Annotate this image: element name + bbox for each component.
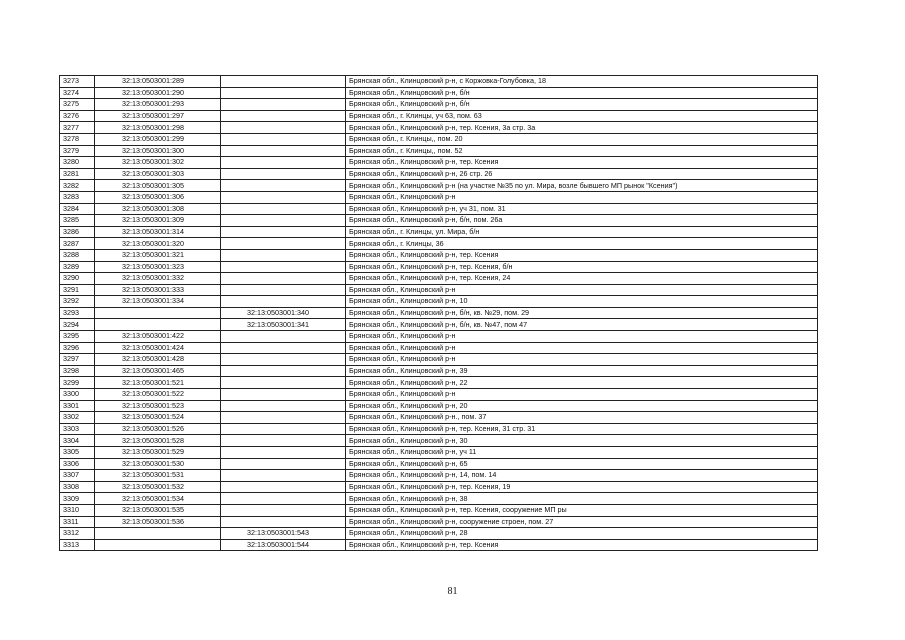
table-row <box>60 516 818 528</box>
cadastral-number-cell: 32:13:0503001:531 <box>95 470 221 482</box>
table-row <box>60 365 818 377</box>
table-row <box>60 180 818 192</box>
row-number-cell: 3281 <box>60 168 95 180</box>
row-number-cell: 3278 <box>60 133 95 145</box>
address-cell: Брянская обл., Клинцовский р-н, 26 стр. 26 <box>346 168 818 180</box>
row-number-cell: 3276 <box>60 110 95 122</box>
address-cell: Брянская обл., Клинцовский р-н, тер. Ксения, 24 <box>346 273 818 285</box>
table-row <box>60 528 818 540</box>
address-cell: Брянская обл., Клинцовский р-н, 65 <box>346 458 818 470</box>
cadastral-number-cell: 32:13:0503001:320 <box>95 238 221 250</box>
row-number-cell: 3306 <box>60 458 95 470</box>
linked-cadastral-number-cell <box>221 284 346 296</box>
address-cell: Брянская обл., Клинцовский р-н <box>346 284 818 296</box>
cadastral-number-cell: 32:13:0503001:424 <box>95 342 221 354</box>
table-row <box>60 76 818 88</box>
cadastral-number-cell: 32:13:0503001:522 <box>95 389 221 401</box>
cadastral-number-cell: 32:13:0503001:323 <box>95 261 221 273</box>
cadastral-number-cell: 32:13:0503001:535 <box>95 504 221 516</box>
row-number-cell: 3301 <box>60 400 95 412</box>
address-cell: Брянская обл., Клинцовский р-н, тер. Ксения <box>346 539 818 551</box>
cadastral-number-cell: 32:13:0503001:309 <box>95 215 221 227</box>
address-cell: Брянская обл., Клинцовский р-н, б/н, пом. 26а <box>346 215 818 227</box>
table-row <box>60 133 818 145</box>
linked-cadastral-number-cell <box>221 435 346 447</box>
table-row <box>60 168 818 180</box>
cadastral-number-cell: 32:13:0503001:298 <box>95 122 221 134</box>
linked-cadastral-number-cell: 32:13:0503001:544 <box>221 539 346 551</box>
table-row <box>60 493 818 505</box>
row-number-cell: 3311 <box>60 516 95 528</box>
table-row <box>60 539 818 551</box>
address-cell: Брянская обл., Клинцовский р-н <box>346 389 818 401</box>
linked-cadastral-number-cell <box>221 261 346 273</box>
cadastral-number-cell: 32:13:0503001:289 <box>95 76 221 88</box>
address-cell: Брянская обл., Клинцовский р-н <box>346 191 818 203</box>
linked-cadastral-number-cell <box>221 168 346 180</box>
table-row <box>60 145 818 157</box>
cadastral-number-cell: 32:13:0503001:529 <box>95 447 221 459</box>
address-cell: Брянская обл., Клинцовский р-н, 14, пом. 14 <box>346 470 818 482</box>
table-row <box>60 435 818 447</box>
row-number-cell: 3302 <box>60 412 95 424</box>
row-number-cell: 3312 <box>60 528 95 540</box>
cadastral-number-cell: 32:13:0503001:534 <box>95 493 221 505</box>
cadastral-number-cell: 32:13:0503001:526 <box>95 423 221 435</box>
row-number-cell: 3300 <box>60 389 95 401</box>
address-cell: Брянская обл., Клинцовский р-н, тер. Ксения, 3а стр. 3а <box>346 122 818 134</box>
linked-cadastral-number-cell: 32:13:0503001:341 <box>221 319 346 331</box>
row-number-cell: 3284 <box>60 203 95 215</box>
cadastral-number-cell: 32:13:0503001:334 <box>95 296 221 308</box>
row-number-cell: 3291 <box>60 284 95 296</box>
row-number-cell: 3294 <box>60 319 95 331</box>
linked-cadastral-number-cell <box>221 493 346 505</box>
address-cell: Брянская обл., Клинцовский р-н, уч 11 <box>346 447 818 459</box>
cadastral-number-cell: 32:13:0503001:530 <box>95 458 221 470</box>
address-cell: Брянская обл., Клинцовский р-н, сооружение строен, пом. 27 <box>346 516 818 528</box>
address-cell: Брянская обл., г. Клинцы, уч 63, пом. 63 <box>346 110 818 122</box>
table-row <box>60 481 818 493</box>
cadastral-number-cell: 32:13:0503001:305 <box>95 180 221 192</box>
row-number-cell: 3310 <box>60 504 95 516</box>
linked-cadastral-number-cell <box>221 273 346 285</box>
address-cell: Брянская обл., Клинцовский р-н, б/н <box>346 99 818 111</box>
linked-cadastral-number-cell <box>221 458 346 470</box>
cadastral-number-cell: 32:13:0503001:422 <box>95 331 221 343</box>
address-cell: Брянская обл., Клинцовский р-н, 39 <box>346 365 818 377</box>
linked-cadastral-number-cell <box>221 296 346 308</box>
linked-cadastral-number-cell <box>221 331 346 343</box>
table-row <box>60 319 818 331</box>
linked-cadastral-number-cell <box>221 470 346 482</box>
table-row <box>60 447 818 459</box>
table-row <box>60 412 818 424</box>
address-cell: Брянская обл., Клинцовский р-н, тер. Ксения, сооружение МП ры <box>346 504 818 516</box>
cadastral-number-cell: 32:13:0503001:524 <box>95 412 221 424</box>
cadastral-number-cell: 32:13:0503001:293 <box>95 99 221 111</box>
linked-cadastral-number-cell <box>221 354 346 366</box>
address-cell: Брянская обл., г. Клинцы,, пом. 52 <box>346 145 818 157</box>
linked-cadastral-number-cell <box>221 87 346 99</box>
cadastral-number-cell: 32:13:0503001:521 <box>95 377 221 389</box>
table-row <box>60 87 818 99</box>
table-row <box>60 261 818 273</box>
address-cell: Брянская обл., г. Клинцы, 36 <box>346 238 818 250</box>
row-number-cell: 3303 <box>60 423 95 435</box>
address-cell: Брянская обл., Клинцовский р-н, тер. Ксения <box>346 249 818 261</box>
address-cell: Брянская обл., г. Клинцы,, пом. 20 <box>346 133 818 145</box>
address-cell: Брянская обл., Клинцовский р-н <box>346 342 818 354</box>
row-number-cell: 3290 <box>60 273 95 285</box>
row-number-cell: 3283 <box>60 191 95 203</box>
table-row <box>60 342 818 354</box>
linked-cadastral-number-cell <box>221 99 346 111</box>
table-row <box>60 238 818 250</box>
row-number-cell: 3295 <box>60 331 95 343</box>
linked-cadastral-number-cell <box>221 447 346 459</box>
row-number-cell: 3308 <box>60 481 95 493</box>
address-cell: Брянская обл., Клинцовский р-н, б/н <box>346 87 818 99</box>
address-cell: Брянская обл., Клинцовский р-н, 10 <box>346 296 818 308</box>
linked-cadastral-number-cell <box>221 215 346 227</box>
row-number-cell: 3279 <box>60 145 95 157</box>
cadastral-number-cell: 32:13:0503001:303 <box>95 168 221 180</box>
row-number-cell: 3282 <box>60 180 95 192</box>
address-cell: Брянская обл., Клинцовский р-н, тер. Ксения, б/н <box>346 261 818 273</box>
row-number-cell: 3274 <box>60 87 95 99</box>
address-cell: Брянская обл., Клинцовский р-н, 28 <box>346 528 818 540</box>
address-cell: Брянская обл., Клинцовский р-н., пом. 37 <box>346 412 818 424</box>
address-cell: Брянская обл., Клинцовский р-н, 22 <box>346 377 818 389</box>
linked-cadastral-number-cell <box>221 516 346 528</box>
address-cell: Брянская обл., Клинцовский р-н, б/н, кв. №47, пом 47 <box>346 319 818 331</box>
linked-cadastral-number-cell <box>221 145 346 157</box>
linked-cadastral-number-cell <box>221 400 346 412</box>
row-number-cell: 3305 <box>60 447 95 459</box>
cadastral-number-cell <box>95 528 221 540</box>
table-row <box>60 122 818 134</box>
table-row <box>60 458 818 470</box>
row-number-cell: 3287 <box>60 238 95 250</box>
table-row <box>60 400 818 412</box>
linked-cadastral-number-cell <box>221 504 346 516</box>
table-row <box>60 99 818 111</box>
linked-cadastral-number-cell: 32:13:0503001:543 <box>221 528 346 540</box>
cadastral-number-cell: 32:13:0503001:332 <box>95 273 221 285</box>
linked-cadastral-number-cell <box>221 389 346 401</box>
address-cell: Брянская обл., Клинцовский р-н (на участке №35 по ул. Мира, возле бывшего МП рынок "Ксения") <box>346 180 818 192</box>
row-number-cell: 3285 <box>60 215 95 227</box>
cadastral-number-cell: 32:13:0503001:321 <box>95 249 221 261</box>
table-row <box>60 249 818 261</box>
linked-cadastral-number-cell <box>221 238 346 250</box>
cadastral-number-cell: 32:13:0503001:297 <box>95 110 221 122</box>
table-row <box>60 377 818 389</box>
address-cell: Брянская обл., г. Клинцы, ул. Мира, б/н <box>346 226 818 238</box>
linked-cadastral-number-cell <box>221 122 346 134</box>
table-row <box>60 423 818 435</box>
cadastral-number-cell: 32:13:0503001:299 <box>95 133 221 145</box>
property-table <box>59 75 818 551</box>
linked-cadastral-number-cell <box>221 342 346 354</box>
linked-cadastral-number-cell <box>221 423 346 435</box>
page-number: 81 <box>447 586 458 597</box>
row-number-cell: 3296 <box>60 342 95 354</box>
row-number-cell: 3299 <box>60 377 95 389</box>
cadastral-number-cell: 32:13:0503001:465 <box>95 365 221 377</box>
address-cell: Брянская обл., Клинцовский р-н, 20 <box>346 400 818 412</box>
address-cell: Брянская обл., Клинцовский р-н, тер. Ксения <box>346 157 818 169</box>
cadastral-number-cell: 32:13:0503001:536 <box>95 516 221 528</box>
cadastral-number-cell: 32:13:0503001:532 <box>95 481 221 493</box>
linked-cadastral-number-cell <box>221 226 346 238</box>
cadastral-number-cell <box>95 319 221 331</box>
row-number-cell: 3298 <box>60 365 95 377</box>
linked-cadastral-number-cell: 32:13:0503001:340 <box>221 307 346 319</box>
row-number-cell: 3289 <box>60 261 95 273</box>
table-row <box>60 331 818 343</box>
address-cell: Брянская обл., Клинцовский р-н, тер. Ксения, 31 стр. 31 <box>346 423 818 435</box>
linked-cadastral-number-cell <box>221 157 346 169</box>
address-cell: Брянская обл., Клинцовский р-н <box>346 354 818 366</box>
table-row <box>60 203 818 215</box>
linked-cadastral-number-cell <box>221 365 346 377</box>
address-cell: Брянская обл., Клинцовский р-н, 30 <box>346 435 818 447</box>
row-number-cell: 3293 <box>60 307 95 319</box>
row-number-cell: 3277 <box>60 122 95 134</box>
linked-cadastral-number-cell <box>221 249 346 261</box>
row-number-cell: 3286 <box>60 226 95 238</box>
row-number-cell: 3307 <box>60 470 95 482</box>
table-row <box>60 110 818 122</box>
address-cell: Брянская обл., Клинцовский р-н, 38 <box>346 493 818 505</box>
cadastral-number-cell <box>95 539 221 551</box>
cadastral-number-cell: 32:13:0503001:306 <box>95 191 221 203</box>
table-row <box>60 226 818 238</box>
row-number-cell: 3273 <box>60 76 95 88</box>
table-row <box>60 215 818 227</box>
cadastral-number-cell: 32:13:0503001:428 <box>95 354 221 366</box>
linked-cadastral-number-cell <box>221 481 346 493</box>
linked-cadastral-number-cell <box>221 133 346 145</box>
row-number-cell: 3280 <box>60 157 95 169</box>
linked-cadastral-number-cell <box>221 377 346 389</box>
row-number-cell: 3309 <box>60 493 95 505</box>
address-cell: Брянская обл., Клинцовский р-н <box>346 331 818 343</box>
table-row <box>60 273 818 285</box>
row-number-cell: 3313 <box>60 539 95 551</box>
linked-cadastral-number-cell <box>221 110 346 122</box>
table-row <box>60 284 818 296</box>
cadastral-number-cell: 32:13:0503001:523 <box>95 400 221 412</box>
property-table-body <box>60 76 818 551</box>
table-row <box>60 296 818 308</box>
table-row <box>60 504 818 516</box>
table-row <box>60 157 818 169</box>
cadastral-number-cell: 32:13:0503001:314 <box>95 226 221 238</box>
address-cell: Брянская обл., Клинцовский р-н, уч 31, пом. 31 <box>346 203 818 215</box>
row-number-cell: 3292 <box>60 296 95 308</box>
cadastral-number-cell: 32:13:0503001:333 <box>95 284 221 296</box>
linked-cadastral-number-cell <box>221 180 346 192</box>
table-row <box>60 191 818 203</box>
cadastral-number-cell: 32:13:0503001:300 <box>95 145 221 157</box>
cadastral-number-cell: 32:13:0503001:308 <box>95 203 221 215</box>
linked-cadastral-number-cell <box>221 191 346 203</box>
address-cell: Брянская обл., Клинцовский р-н, б/н, кв. №29, пом. 29 <box>346 307 818 319</box>
row-number-cell: 3297 <box>60 354 95 366</box>
linked-cadastral-number-cell <box>221 76 346 88</box>
table-row <box>60 307 818 319</box>
cadastral-number-cell: 32:13:0503001:528 <box>95 435 221 447</box>
table-row <box>60 470 818 482</box>
table-row <box>60 354 818 366</box>
cadastral-number-cell: 32:13:0503001:290 <box>95 87 221 99</box>
row-number-cell: 3288 <box>60 249 95 261</box>
cadastral-number-cell: 32:13:0503001:302 <box>95 157 221 169</box>
address-cell: Брянская обл., Клинцовский р-н, с Коржовка-Голубовка, 18 <box>346 76 818 88</box>
cadastral-number-cell <box>95 307 221 319</box>
linked-cadastral-number-cell <box>221 203 346 215</box>
table-row <box>60 389 818 401</box>
row-number-cell: 3275 <box>60 99 95 111</box>
address-cell: Брянская обл., Клинцовский р-н, тер. Ксения, 19 <box>346 481 818 493</box>
row-number-cell: 3304 <box>60 435 95 447</box>
linked-cadastral-number-cell <box>221 412 346 424</box>
